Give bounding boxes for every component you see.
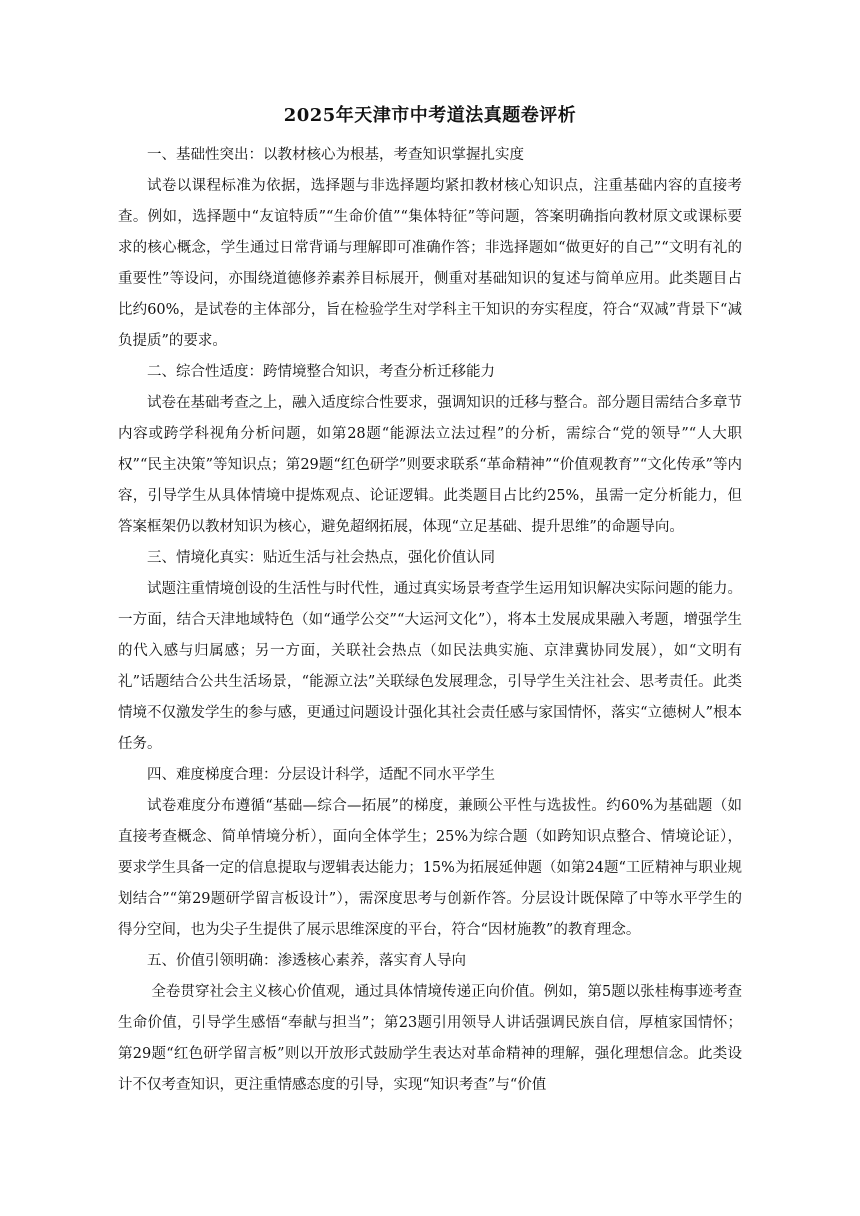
section-2-heading: 二、综合性适度：跨情境整合知识，考查分析迁移能力	[147, 364, 495, 380]
document-title: 2025年天津市中考道法真题卷评析	[283, 105, 577, 126]
section-2-paragraph: 试卷在基础考查之上，融入适度综合性要求，强调知识的迁移与整合。部分题目需结合多章节内容或跨学科视角分析问题，如第28题“能源法立法过程”的分析，需综合“党的领导”“人大职权”“民主决策”等知识点；第29题“红色研学”则要求联系“革命精神”“价值观教育”“文化传承”等内容，引导学生从具体情境中提炼观点、论证逻辑。此类题目占比约25%，虽需一定分析能力，但答案框架仍以教材知识为核心，避免超纲拓展，体现“立足基础、提升思维”的命题导向。	[118, 395, 742, 535]
section-3-paragraph: 试题注重情境创设的生活性与时代性，通过真实场景考查学生运用知识解决实际问题的能力。一方面，结合天津地域特色（如“通学公交”“大运河文化”），将本土发展成果融入考题，增强学生的代入感与归属感；另一方面，关联社会热点（如民法典实施、京津冀协同发展），如“文明有礼”话题结合公共生活场景，“能源立法”关联绿色发展理念，引导学生关注社会、思考责任。此类情境不仅激发学生的参与感，更通过问题设计强化其社会责任感与家国情怀，落实“立德树人”根本任务。	[118, 581, 742, 752]
document-page	[118, 100, 742, 1101]
section-4-heading: 四、难度梯度合理：分层设计科学，适配不同水平学生	[147, 767, 495, 783]
section-5-paragraph: 全卷贯穿社会主义核心价值观，通过具体情境传递正向价值。例如，第5题以张桂梅事迹考查生命价值，引导学生感悟“奉献与担当”；第23题引用领导人讲话强调民族自信，厚植家国情怀；第29题“红色研学留言板”则以开放形式鼓励学生表达对革命精神的理解，强化理想信念。此类设计不仅考查知识，更注重情感态度的引导，实现“知识考查”与“价值	[118, 984, 742, 1093]
section-1-heading: 一、基础性突出：以教材核心为根基，考查知识掌握扎实度	[147, 147, 524, 163]
section-4-paragraph: 试卷难度分布遵循“基础—综合—拓展”的梯度，兼顾公平性与选拔性。约60%为基础题（如直接考查概念、简单情境分析），面向全体学生；25%为综合题（如跨知识点整合、情境论证），要求学生具备一定的信息提取与逻辑表达能力；15%为拓展延伸题（如第24题“工匠精神与职业规划结合”“第29题研学留言板设计”），需深度思考与创新作答。分层设计既保障了中等水平学生的得分空间，也为尖子生提供了展示思维深度的平台，符合“因材施教”的教育理念。	[118, 798, 742, 938]
section-1-paragraph: 试卷以课程标准为依据，选择题与非选择题均紧扣教材核心知识点，注重基础内容的直接考查。例如，选择题中“友谊特质”“生命价值”“集体特征”等问题，答案明确指向教材原文或课标要求的核心概念，学生通过日常背诵与理解即可准确作答；非选择题如“做更好的自己”“文明有礼的重要性”等设问，亦围绕道德修养素养目标展开，侧重对基础知识的复述与简单应用。此类题目占比约60%，是试卷的主体部分，旨在检验学生对学科主干知识的夯实程度，符合“双减”背景下“减负提质”的要求。	[118, 178, 742, 349]
section-5-heading: 五、价值引领明确：渗透核心素养，落实育人导向	[147, 953, 466, 969]
section-3-heading: 三、情境化真实：贴近生活与社会热点，强化价值认同	[147, 550, 495, 566]
